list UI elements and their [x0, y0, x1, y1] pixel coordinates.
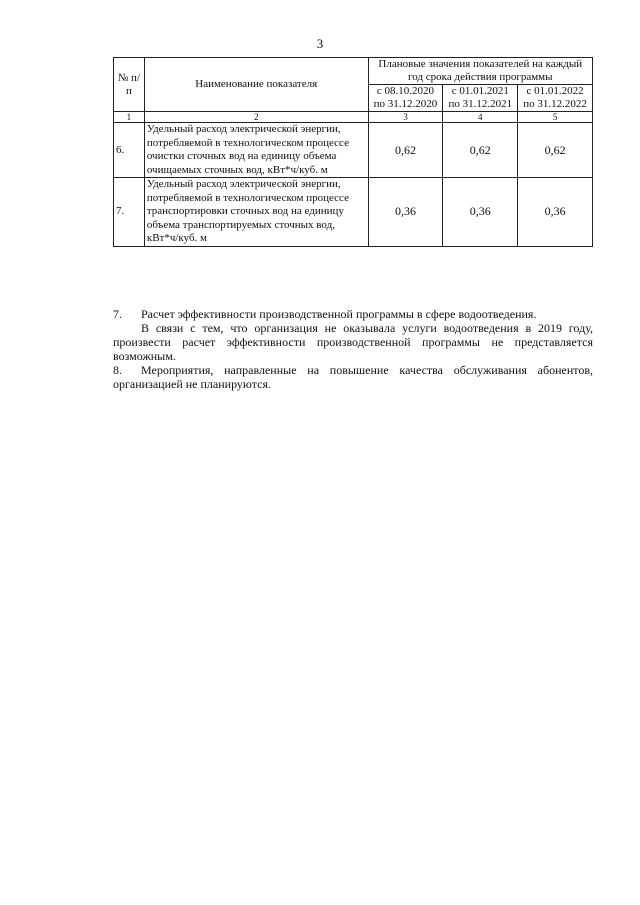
- row-number: 6.: [114, 123, 145, 178]
- table-header-row: [114, 58, 593, 85]
- indicator-value: 0,36: [368, 178, 443, 247]
- header-period-2022: с 01.01.2022 по 31.12.2022: [518, 85, 593, 112]
- section-title: Расчет эффективности производственной программы в сфере водоотведения.: [141, 307, 537, 321]
- header-name: Наименование показателя: [144, 58, 368, 112]
- indicator-value: 0,36: [443, 178, 518, 247]
- section-number: 8.: [113, 363, 122, 377]
- indicator-value: 0,36: [518, 178, 593, 247]
- column-index: 5: [518, 112, 593, 123]
- indicators-table: [113, 57, 593, 247]
- column-index: 4: [443, 112, 518, 123]
- header-period-2021: с 01.01.2021 по 31.12.2021: [443, 85, 518, 112]
- header-planned-values: Плановые значения показателей на каждый год срока действия программы: [368, 58, 592, 85]
- indicator-value: 0,62: [518, 123, 593, 178]
- section-number: 7.: [113, 307, 122, 321]
- header-period-2020: с 08.10.2020 по 31.12.2020: [368, 85, 443, 112]
- table-row: [114, 178, 593, 247]
- section-8: [113, 363, 593, 391]
- table-row: [114, 123, 593, 178]
- indicator-name: Удельный расход электрической энергии, потребляемой в технологическом процессе очистки сточных вод на единицу объема очищаемых сточных вод, кВт*ч/куб. м: [144, 123, 368, 178]
- section-7-paragraph: В связи с тем, что организация не оказывала услуги водоотведения в 2019 году, произвести расчет эффективности производственной программы не представляется возможным.: [113, 321, 593, 363]
- page-number: 3: [316, 36, 324, 51]
- section-8-text: Мероприятия, направленные на повышение качества обслуживания абонентов, организацией не планируются.: [113, 363, 593, 391]
- column-index: 1: [114, 112, 145, 123]
- section-7: [113, 307, 593, 391]
- indicator-value: 0,62: [368, 123, 443, 178]
- section-7-heading: [113, 307, 593, 321]
- column-index: 2: [144, 112, 368, 123]
- row-number: 7.: [114, 178, 145, 247]
- column-index-row: [114, 112, 593, 123]
- indicator-value: 0,62: [443, 123, 518, 178]
- indicator-name: Удельный расход электрической энергии, потребляемой в технологическом процессе транспортировки сточных вод на единицу объема транспортируемых сточных вод, кВт*ч/куб. м: [144, 178, 368, 247]
- column-index: 3: [368, 112, 443, 123]
- header-num: № п/п: [114, 58, 145, 112]
